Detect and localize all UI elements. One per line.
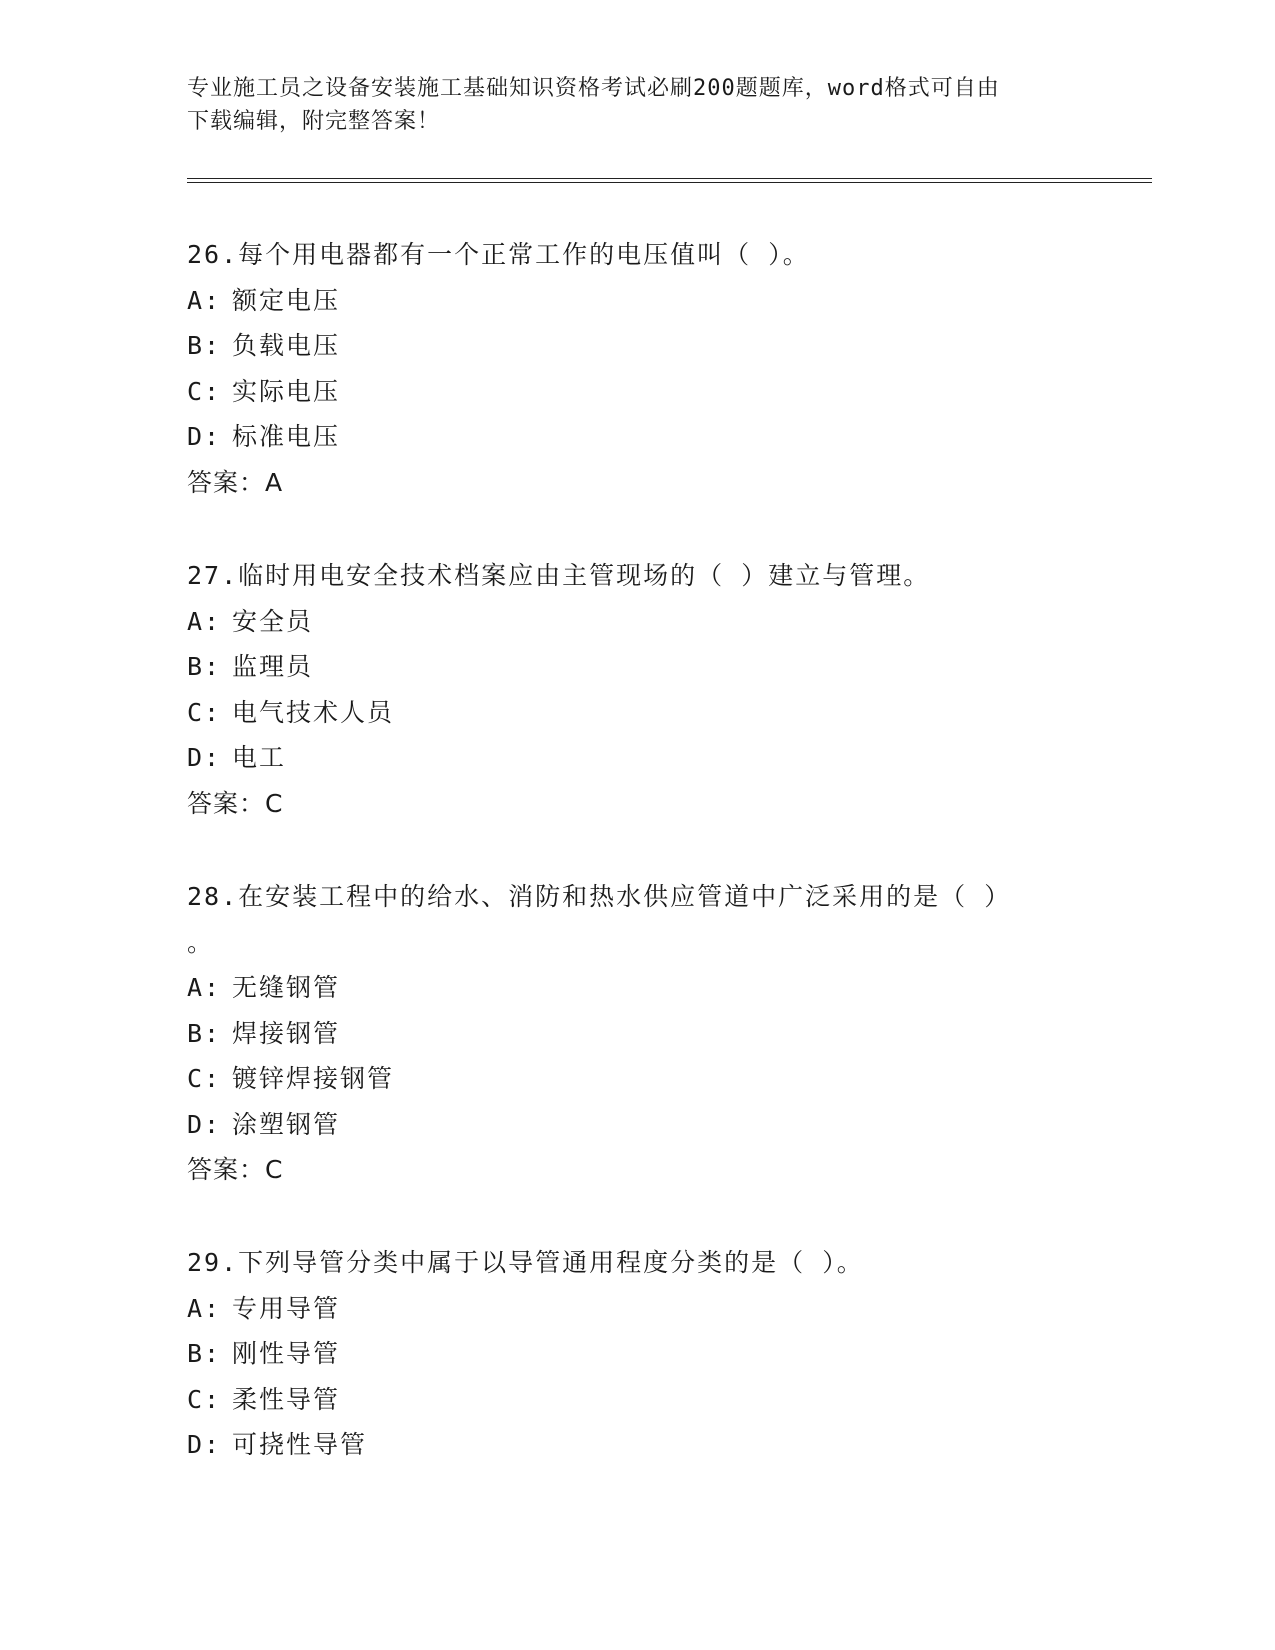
option-key: C: [187,697,222,727]
option-a [187,965,1067,1011]
option-b [187,1331,1067,1377]
option-c [187,1056,1067,1102]
answer-label: 答案：C [187,1155,284,1184]
option-key: A: [187,973,222,1002]
option-b [187,1011,1067,1057]
answer-label: 答案：A [187,467,284,497]
question-28 [187,874,1067,1193]
option-text: 监理员 [232,652,314,681]
document-header [187,72,1067,138]
option-b [187,323,1067,369]
question-29 [187,1240,1067,1468]
option-text: 额定电压 [232,285,341,315]
option-text: 电工 [232,743,287,772]
option-text: 实际电压 [232,376,341,406]
option-key: D: [187,743,222,772]
option-text: 无缝钢管 [232,973,341,1002]
option-a [187,599,1067,645]
option-text: 安全员 [232,606,314,636]
option-b [187,644,1067,690]
question-stem: 28.在安装工程中的给水、消防和热水供应管道中广泛采用的是（ ） [187,882,1012,911]
option-text: 焊接钢管 [232,1018,341,1048]
question-stem: 29.下列导管分类中属于以导管通用程度分类的是（ ）。 [187,1248,864,1277]
question-stem: 27.临时用电安全技术档案应由主管现场的（ ）建立与管理。 [187,561,931,590]
option-key: B: [187,652,222,681]
option-d [187,735,1067,781]
option-text: 涂塑钢管 [232,1109,341,1139]
option-text: 专用导管 [232,1293,341,1323]
option-key: B: [187,1339,222,1368]
option-key: D: [187,1430,222,1459]
question-stem: 26.每个用电器都有一个正常工作的电压值叫（ ）。 [187,240,810,269]
question-27 [187,553,1067,826]
option-text: 柔性导管 [232,1384,341,1414]
option-key: C: [187,1384,222,1414]
option-c [187,369,1067,415]
option-text: 镀锌焊接钢管 [232,1064,395,1093]
question-26 [187,232,1067,505]
option-text: 负载电压 [232,331,341,360]
option-key: D: [187,1109,222,1139]
answer-label: 答案：C [187,788,284,818]
option-key: C: [187,1064,222,1093]
option-text: 刚性导管 [232,1339,341,1368]
option-key: B: [187,331,222,360]
header-line-1: 专业施工员之设备安装施工基础知识资格考试必刷200题题库，word格式可自由 [187,76,1000,101]
option-c [187,690,1067,736]
option-key: A: [187,606,222,636]
option-text: 标准电压 [232,422,341,451]
option-a [187,278,1067,324]
header-line-2: 下载编辑，附完整答案！ [187,109,441,134]
header-divider-top [187,178,1152,179]
option-key: A: [187,1293,222,1323]
option-d [187,414,1067,460]
option-a [187,1286,1067,1332]
option-c [187,1377,1067,1423]
option-key: B: [187,1018,222,1048]
option-text: 可挠性导管 [232,1430,368,1459]
option-text: 电气技术人员 [232,697,395,727]
header-divider-bottom [187,182,1152,183]
option-d [187,1102,1067,1148]
option-key: A: [187,285,222,315]
option-d [187,1422,1067,1468]
option-key: C: [187,376,222,406]
question-stem-continuation: 。 [187,927,215,957]
option-key: D: [187,422,222,451]
